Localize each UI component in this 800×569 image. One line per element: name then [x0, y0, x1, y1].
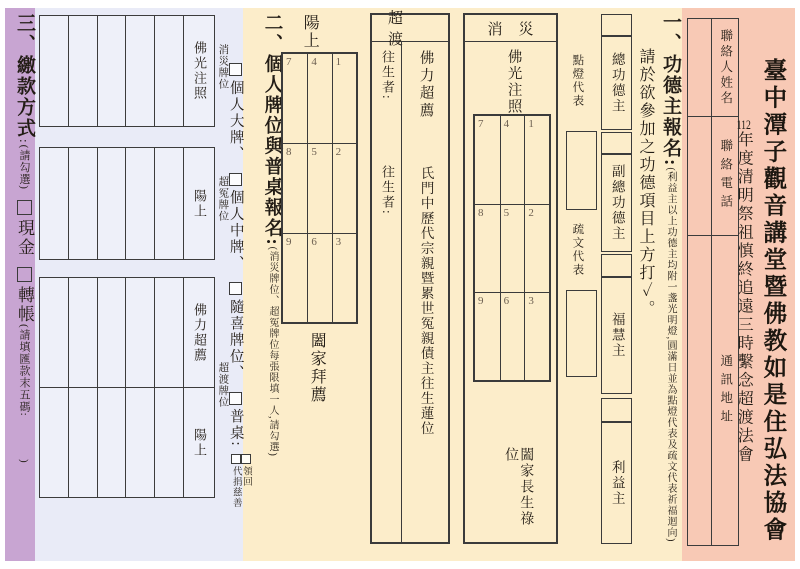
yang-grid-cell[interactable]: 6 — [307, 233, 331, 322]
side-label-chaoyuan: 超冤牌位 — [217, 176, 229, 222]
payment-transfer-label: 轉帳 — [15, 285, 34, 324]
organization-title: 臺中潭子觀音講堂暨佛教如是住弘法協會 — [759, 58, 786, 544]
xiaozai-grid-cell[interactable]: 2 — [524, 204, 549, 292]
name-cell[interactable] — [125, 16, 154, 126]
checkbox-personal-medium-tablet[interactable] — [229, 173, 242, 186]
section2-note: (消災牌位、超冤牌位每張限填一人,請勾選) — [267, 246, 278, 457]
xiaozai-box-header: 消災 — [465, 15, 556, 42]
petition-representative-label: 疏文代表 — [571, 223, 584, 277]
item-suixi-tablet: 隨喜牌位、 — [227, 299, 244, 382]
payment-transfer-note: (請填匯款末五碼: — [18, 323, 30, 417]
chaodu-deceased-column[interactable] — [380, 50, 394, 540]
name-cell[interactable] — [97, 148, 126, 259]
name-cell[interactable] — [68, 388, 97, 497]
event-subtitle — [735, 118, 752, 530]
yang-grid-cell[interactable]: 4 — [307, 54, 331, 143]
checkbox-deputy-chief-sponsor[interactable] — [601, 132, 632, 154]
xiaozai-grid-cell[interactable]: 1 — [524, 116, 549, 204]
yang-grid-cell[interactable]: 3 — [332, 233, 356, 322]
table-label: 陽上 — [192, 427, 207, 458]
table-label-cell — [183, 148, 214, 259]
sub-option-donate: 代捐慈善 — [231, 452, 241, 508]
table-label: 佛光注照 — [192, 41, 207, 101]
name-cell[interactable] — [68, 278, 97, 388]
xiaozai-grid-cell[interactable]: 6 — [500, 292, 525, 380]
payment-colon: : — [17, 139, 32, 145]
side-label-chaodu: 超渡牌位 — [217, 362, 229, 408]
name-cell[interactable] — [154, 388, 183, 497]
deputy-chief-sponsor-label: 副總功德主 — [609, 164, 625, 242]
xiaozai-grid-cell[interactable]: 5 — [500, 204, 525, 292]
xiaozai-grid — [473, 114, 551, 382]
lamp-representative-label: 點燈代表 — [571, 54, 584, 108]
section1-instruction: 請於欲參加之功德項目上方打✓。 — [637, 48, 654, 318]
chaodu-right-title: 佛力超薦 — [417, 50, 434, 120]
checkbox-chief-sponsor[interactable] — [601, 14, 632, 36]
item-personal-medium-tablet: 個人中牌、 — [227, 189, 244, 272]
item-putable: 普桌: — [227, 408, 244, 448]
yang-grid-cell[interactable]: 2 — [332, 143, 356, 232]
lamp-representative-box[interactable] — [566, 131, 597, 210]
chaodu-right-body: 氏門中歷代宗親暨累世冤親債主往生蓮位 — [418, 166, 434, 436]
contact-phone-field[interactable] — [688, 117, 711, 235]
contact-row-address — [688, 235, 738, 545]
yang-grid-cell[interactable]: 7 — [286, 56, 292, 68]
chaodu-name-table — [39, 277, 215, 500]
chaodu-right-column — [417, 50, 433, 542]
name-cell[interactable] — [40, 278, 68, 388]
yang-grid-header: 陽上 — [301, 14, 319, 50]
contact-row-phone — [688, 116, 738, 235]
liyi-sponsor-label: 利益主 — [609, 459, 625, 507]
checkbox-fuhui-sponsor[interactable] — [601, 254, 632, 277]
name-cell[interactable] — [125, 278, 154, 388]
side-label-xiaozai: 消災牌位 — [217, 44, 229, 90]
xiaozai-sub-label: 佛光注照 — [505, 49, 522, 115]
name-cell[interactable] — [97, 278, 126, 388]
xiaozai-footer: 闔家長生祿位 — [503, 447, 534, 527]
name-cell[interactable] — [97, 388, 126, 497]
fuhui-sponsor-label: 福慧主 — [609, 312, 625, 359]
contact-phone-label-cell: 聯絡電話 — [711, 117, 738, 235]
yang-grid-cell[interactable]: 1 — [332, 54, 356, 143]
chief-sponsor-box — [601, 36, 632, 130]
name-cell[interactable] — [40, 148, 68, 259]
table-label: 陽上 — [192, 188, 207, 219]
chaoyuan-name-table — [39, 147, 215, 260]
name-cell[interactable] — [125, 388, 154, 497]
section1-text-block — [630, 12, 680, 564]
checkbox-retrieve[interactable] — [241, 454, 251, 464]
name-cell[interactable] — [97, 16, 126, 126]
checkbox-cash[interactable] — [17, 200, 32, 215]
chief-sponsor-label: 總功德主 — [609, 52, 625, 114]
fuhui-sponsor-box — [601, 277, 632, 394]
xiaozai-grid-cell[interactable]: 4 — [500, 116, 525, 204]
xiaozai-box — [463, 13, 558, 544]
petition-representative-box[interactable] — [566, 290, 597, 377]
xiaozai-grid-cell[interactable]: 7 — [478, 118, 484, 130]
section1-heading: 一、功德主報名: — [660, 12, 681, 168]
chaodu-column-divider — [401, 42, 402, 542]
chaodu-box — [370, 13, 450, 544]
section1-note: (利益主以上功德主均附一盞光明燈,圓滿日並為點燈代表及疏文代表祈福迴向) — [665, 167, 676, 543]
name-cell[interactable] — [154, 148, 183, 259]
section2-heading-column — [251, 13, 281, 559]
xiaozai-grid-cell[interactable]: 9 — [475, 292, 500, 380]
checkbox-suixi-tablet[interactable] — [229, 282, 242, 295]
payment-cash-label: 現金 — [15, 218, 34, 257]
liyi-sponsor-box — [601, 422, 632, 544]
checkbox-putable[interactable] — [229, 392, 242, 405]
contact-address-field[interactable] — [688, 236, 711, 545]
section1-heading-column — [654, 12, 680, 564]
name-cell[interactable] — [154, 278, 183, 388]
contact-name-field[interactable] — [688, 19, 711, 116]
checkbox-personal-large-tablet[interactable] — [229, 63, 242, 76]
table-label-cell — [183, 278, 214, 388]
yang-grid-cell[interactable]: 5 — [307, 143, 331, 232]
putable-sub-options — [227, 452, 251, 508]
name-cell[interactable] — [68, 148, 97, 259]
section2-checkbox-column — [229, 53, 251, 558]
yang-grid-cell[interactable]: 9 — [283, 233, 307, 322]
table-label-cell — [183, 388, 214, 497]
chaodu-box-header: 超渡 — [372, 15, 448, 42]
sub-option-retrieve: 領回 — [241, 452, 251, 508]
yang-grid-footer: 闔家拜薦 — [308, 332, 326, 404]
deceased-label-2: 往生者: — [380, 164, 396, 216]
xiaozai-name-table — [39, 15, 215, 127]
contact-name-label-cell: 聯絡人姓名 — [711, 19, 738, 116]
section2-heading: 二、個人牌位與普桌報名: — [262, 13, 282, 247]
contact-table — [687, 18, 739, 546]
deceased-label-1: 往生者: — [380, 50, 396, 101]
table-label: 佛力超薦 — [192, 303, 207, 363]
event-year: 112 — [736, 118, 751, 131]
deputy-chief-sponsor-box — [601, 154, 632, 252]
payment-method-column — [6, 13, 34, 561]
name-cell[interactable] — [125, 148, 154, 259]
payment-closing-paren: ) — [18, 458, 30, 465]
checkbox-donate[interactable] — [231, 454, 241, 464]
yang-grid-cell[interactable]: 8 — [283, 143, 307, 232]
name-cell[interactable] — [40, 16, 68, 126]
yang-grid — [281, 52, 358, 324]
item-personal-large-tablet: 個人大牌、 — [227, 80, 244, 163]
table-label-cell — [183, 16, 214, 126]
checkbox-transfer[interactable] — [17, 267, 32, 282]
payment-note: (請勾選) — [18, 144, 30, 190]
name-cell[interactable] — [154, 16, 183, 126]
event-subtitle-text: 年度清明祭祖慎終追遠三時繫念超渡法會 — [735, 131, 753, 464]
checkbox-liyi-sponsor[interactable] — [601, 398, 632, 422]
name-cell[interactable] — [68, 16, 97, 126]
contact-row-name — [688, 19, 738, 116]
name-cell[interactable] — [40, 388, 68, 497]
contact-address-label-cell: 通訊地址 — [711, 236, 738, 545]
xiaozai-grid-cell[interactable]: 3 — [524, 292, 549, 380]
payment-heading: 三、繳款方式 — [14, 13, 35, 139]
xiaozai-grid-cell[interactable]: 8 — [475, 204, 500, 292]
